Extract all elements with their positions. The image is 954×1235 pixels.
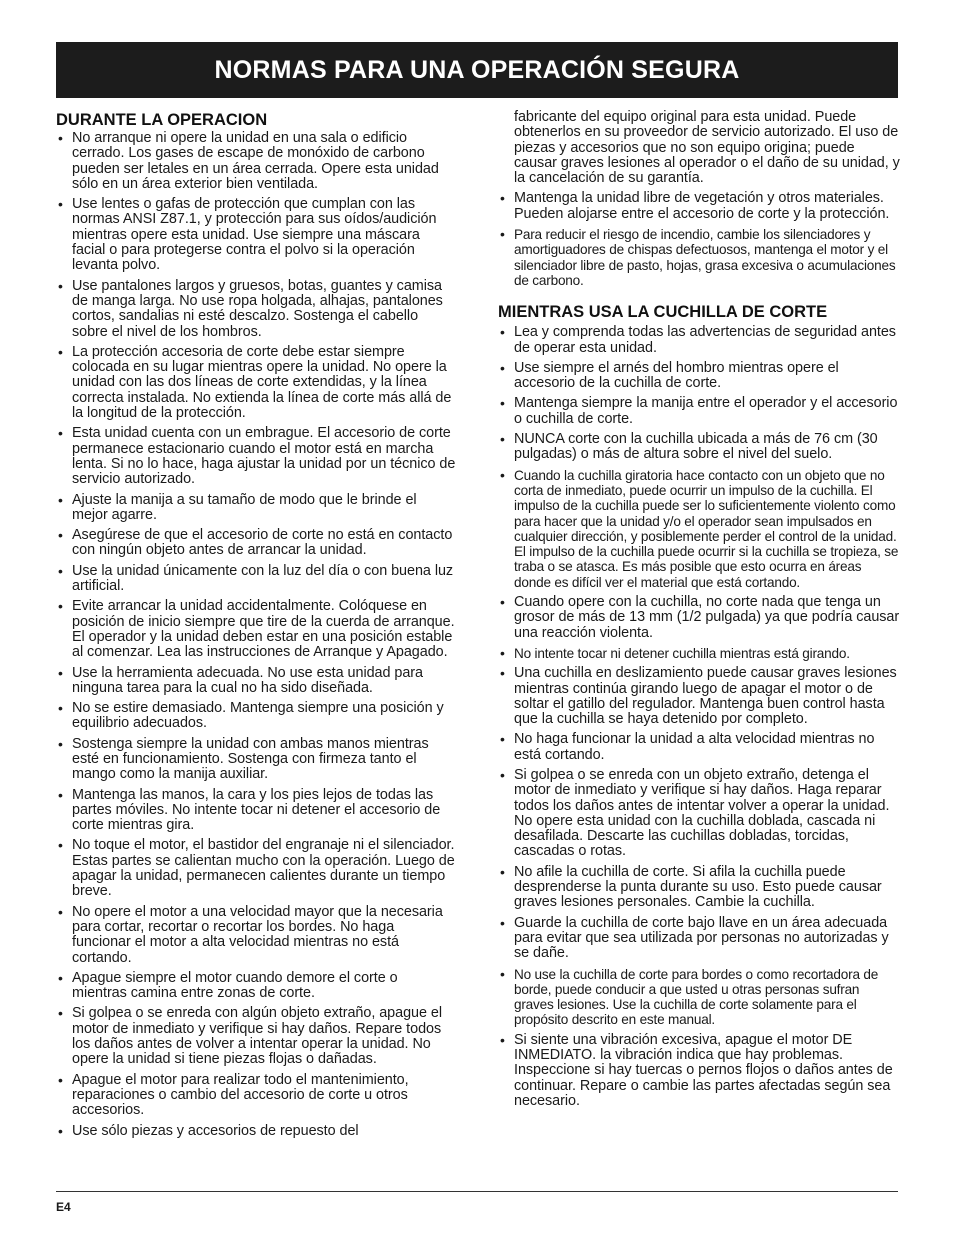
list-item: • No afile la cuchilla de corte. Si afila la cuchilla puede desprenderse la punta durante su uso. Esto puede causar graves lesiones personales. Cambie la cuchilla. <box>498 865 900 911</box>
list-item: • Lea y comprenda todas las advertencias de seguridad antes de operar esta unidad. <box>498 325 900 356</box>
list-item: • Si golpea o se enreda con algún objeto extraño, apague el motor de inmediato y verifique si hay daños. Repare todos los daños antes de volver a intentar operar la unidad. No opere la unidad si tiene piezas flojas o dañadas. <box>56 1006 456 1067</box>
bullet-list-continued <box>498 191 900 288</box>
footer-divider <box>56 1191 898 1192</box>
list-item: • Si golpea o se enreda con un objeto extraño, detenga el motor de inmediato y verifique si hay daños. Haga reparar todos los daños antes de intentar volver a operar la unidad. No opere esta unidad con la cuchilla doblada, cascada ni desafilada. Descarte las cuchillas dobladas, torcidas, cascadas o rotas. <box>498 768 900 860</box>
list-item: • Sostenga siempre la unidad con ambas manos mientras esté en funcionamiento. Sostenga con firmeza tanto el mango como la manija auxiliar. <box>56 737 456 783</box>
right-column <box>498 110 900 1114</box>
list-item: • No toque el motor, el bastidor del engranaje ni el silenciador. Estas partes se calientan mucho con la operación. Luego de apagar la unidad, permanecen calientes durante un tiempo breve. <box>56 838 456 899</box>
page-title: NORMAS PARA UNA OPERACIÓN SEGURA <box>214 55 740 84</box>
list-item: • Use pantalones largos y gruesos, botas, guantes y camisa de manga larga. No use ropa holgada, alhajas, pantalones cortos, sandalias ni esté descalzo. Sostenga el cabello sobre el nivel de los hombros. <box>56 279 456 340</box>
title-banner <box>56 42 898 98</box>
list-item: • Para reducir el riesgo de incendio, cambie los silenciadores y amortiguadores de chispas defectuosos, mantenga el motor y el silenciador libre de pasto, hojas, grasa excesiva o acumulaciones de carbono. <box>498 227 900 288</box>
list-item: • Guarde la cuchilla de corte bajo llave en un área adecuada para evitar que sea utilizada por personas no autorizadas y se dañe. <box>498 916 900 962</box>
section-heading-during-operation: DURANTE LA OPERACION <box>56 111 268 129</box>
list-item: • Apague el motor para realizar todo el mantenimiento, reparaciones o cambio del accesorio de corte u otros accesorios. <box>56 1073 456 1119</box>
list-item: • Esta unidad cuenta con un embrague. El accesorio de corte permanece estacionario cuando el motor está en marcha lenta. Si no lo hace, haga ajustar la unidad por un técnico de servicio autorizado. <box>56 426 456 487</box>
list-item: • Asegúrese de que el accesorio de corte no está en contacto con ningún objeto antes de arrancar la unidad. <box>56 528 456 559</box>
list-item: • Use la unidad únicamente con la luz del día o con buena luz artificial. <box>56 564 456 595</box>
list-item: • Mantenga la unidad libre de vegetación y otros materiales. Pueden alojarse entre el accesorio de corte y la protección. <box>498 191 900 222</box>
bullet-list-during-operation <box>56 131 456 1139</box>
list-item: • No haga funcionar la unidad a alta velocidad mientras no está cortando. <box>498 732 900 763</box>
list-item: • Use siempre el arnés del hombro mientras opere el accesorio de la cuchilla de corte. <box>498 361 900 392</box>
list-item: • Ajuste la manija a su tamaño de modo que le brinde el mejor agarre. <box>56 493 456 524</box>
list-item: • No arranque ni opere la unidad en una sala o edificio cerrado. Los gases de escape de monóxido de carbono pueden ser letales en un área cerrada. Opere esta unidad sólo en un área exterior bien ventilada. <box>56 131 456 192</box>
list-item: • Use la herramienta adecuada. No use esta unidad para ninguna tarea para la cual no ha sido diseñada. <box>56 666 456 697</box>
list-item: • La protección accesoria de corte debe estar siempre colocada en su lugar mientras opere la unidad. No opere la unidad con las dos líneas de corte extendidas, y la línea correcta instalada. No extienda la línea de corte más allá de la longitud de la protección. <box>56 345 456 421</box>
list-item: • Mantenga las manos, la cara y los pies lejos de todas las partes móviles. No intente tocar ni detener el accesorio de corte mientras gira. <box>56 788 456 834</box>
continued-text: fabricante del equipo original para esta unidad. Puede obtenerlos en su proveedor de servicio autorizado. El uso de piezas y accesorios que no son equipo origina; puede causar graves lesiones al operador o el daño de su unidad, y la cancelación de su garantía. <box>514 109 900 187</box>
list-item: • NUNCA corte con la cuchilla ubicada a más de 76 cm (30 pulgadas) o más de altura sobre el nivel del suelo. <box>498 432 900 463</box>
list-item: • Use lentes o gafas de protección que cumplan con las normas ANSI Z87.1, y protección para sus oídos/audición mientras opere esta unidad. Use siempre una máscara facial o para protegerse contra el polvo si la operación levanta polvo. <box>56 197 456 273</box>
list-item: • Cuando la cuchilla giratoria hace contacto con un objeto que no corta de inmediato, puede ocurrir un impulso de la cuchilla. El impulso de la cuchilla puede ser lo suficientemente violento como para hacer que la unidad y/o el operador sean impulsados en cualquier dirección, y posiblemente perder el control de la unidad. El impulso de la cuchilla puede ocurrir si la cuchilla se tropieza, se traba o se atasca. Es más posible que esto ocurra en áreas donde es difícil ver el material que está cortando. <box>498 468 900 590</box>
left-column <box>56 110 456 1144</box>
bullet-list-cutting-blade <box>498 325 900 1109</box>
list-item: • Cuando opere con la cuchilla, no corte nada que tenga un grosor de más de 13 mm (1/2 pulgada) ya que podría causar una reacción violenta. <box>498 595 900 641</box>
list-item: • No se estire demasiado. Mantenga siempre una posición y equilibrio adecuados. <box>56 701 456 732</box>
list-item: • Apague siempre el motor cuando demore el corte o mientras camina entre zonas de corte. <box>56 971 456 1002</box>
list-item: • Si siente una vibración excesiva, apague el motor DE INMEDIATO. la vibración indica que hay problemas. Inspeccione si hay tuercas o pernos flojos o daños antes de continuar. Repare o cambie las partes afectadas según sea necesario. <box>498 1033 900 1109</box>
list-item: • No opere el motor a una velocidad mayor que la necesaria para cortar, recortar o recortar los bordes. No haga funcionar el motor a alta velocidad mientras no está cortando. <box>56 905 456 966</box>
page-number: E4 <box>56 1200 71 1214</box>
list-item: • Una cuchilla en deslizamiento puede causar graves lesiones mientras continúa girando luego de apagar el motor o de soltar el gatillo del regulador. Mantenga buen control hasta que la cuchilla se haya detenido por completo. <box>498 666 900 727</box>
section-heading-cutting-blade: MIENTRAS USA LA CUCHILLA DE CORTE <box>498 303 828 322</box>
list-item: • Evite arrancar la unidad accidentalmente. Colóquese en posición de inicio siempre que tire de la cuerda de arranque. El operador y la unidad deben estar en una posición estable al comenzar. Lea las instrucciones de Arranque y Apagado. <box>56 599 456 660</box>
list-item: • Mantenga siempre la manija entre el operador y el accesorio o cuchilla de corte. <box>498 396 900 427</box>
list-item: • No intente tocar ni detener cuchilla mientras está girando. <box>498 646 900 661</box>
list-item: • Use sólo piezas y accesorios de repuesto del <box>56 1124 456 1139</box>
list-item: • No use la cuchilla de corte para bordes o como recortadora de borde, puede conducir a que usted u otras personas sufran graves lesiones. Use la cuchilla de corte solamente para el propósito descrito en este manual. <box>498 967 900 1028</box>
